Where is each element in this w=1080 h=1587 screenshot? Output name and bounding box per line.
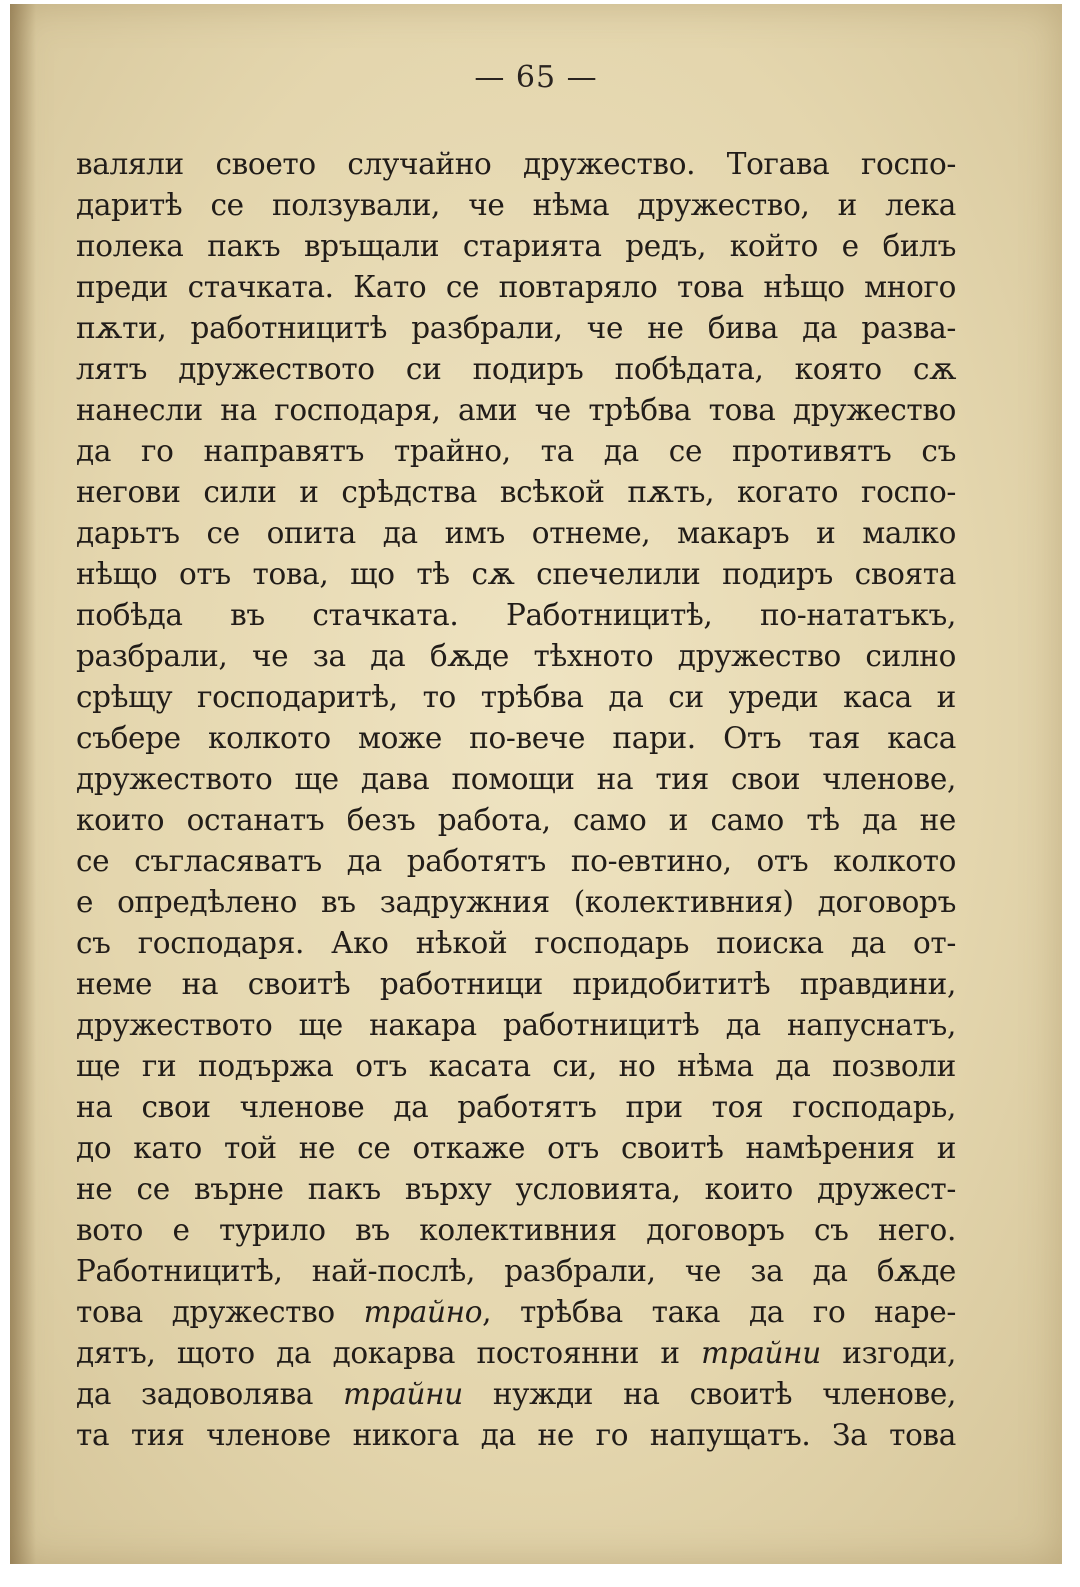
text-line: да го направятъ трайно, та да се противятъ съ (76, 434, 956, 468)
text-line: е опредѣлено въ задружния (колективния) договоръ (76, 885, 956, 919)
text-line: негови сили и срѣдства всѣкой пѫть, когато госпо- (76, 475, 956, 509)
text-segment: , трѣбва така да го наре- (482, 1295, 956, 1329)
text-line: лятъ дружеството си подиръ побѣдата, която сѫ (76, 352, 956, 386)
italic-emphasis: трайни (343, 1377, 463, 1411)
italic-emphasis: трайни (701, 1336, 821, 1370)
italic-emphasis: трайно (363, 1295, 483, 1329)
text-segment: дятъ, щото да докарва постоянни и (76, 1336, 702, 1370)
text-line-with-italic (76, 1333, 956, 1374)
text-line: побѣда въ стачката. Работницитѣ, по-нататъкъ, (76, 598, 956, 632)
text-line-with-italic (76, 1292, 956, 1333)
text-line: ще ги подържа отъ касата си, но нѣма да позволи (76, 1049, 956, 1083)
text-line: дружеството ще дава помощи на тия свои членове, (76, 762, 956, 796)
text-line: се съгласяватъ да работятъ по-евтино, отъ колкото (76, 844, 956, 878)
text-line: Работницитѣ, най-послѣ, разбрали, че за да бѫде (76, 1254, 956, 1288)
text-line: полека пакъ връщали старията редъ, който е билъ (76, 229, 956, 263)
text-segment: нужди на своитѣ членове, (462, 1377, 956, 1411)
text-line: та тия членове никога да не го напущатъ. За това (76, 1418, 956, 1452)
body-text (76, 144, 956, 1456)
text-line: които останатъ безъ работа, само и само тѣ да не (76, 803, 956, 837)
text-line: нѣщо отъ това, що тѣ сѫ спечелили подиръ своята (76, 557, 956, 591)
text-line: съ господаря. Ако нѣкой господарь поиска да от- (76, 926, 956, 960)
text-line: до като той не се откаже отъ своитѣ намѣрения и (76, 1131, 956, 1165)
text-line: дружеството ще накара работницитѣ да напуснатъ, (76, 1008, 956, 1042)
text-line: не се върне пакъ върху условията, които дружест- (76, 1172, 956, 1206)
text-line: нанесли на господаря, ами че трѣбва това дружество (76, 393, 956, 427)
text-line: пѫти, работницитѣ разбрали, че не бива да разва- (76, 311, 956, 345)
text-line: събере колкото може по-вече пари. Отъ тая каса (76, 721, 956, 755)
text-line: срѣщу господаритѣ, то трѣбва да си уреди каса и (76, 680, 956, 714)
text-segment: да задоволява (76, 1377, 344, 1411)
text-segment: изгоди, (820, 1336, 957, 1370)
text-line: преди стачката. Като се повтаряло това нѣщо много (76, 270, 956, 304)
book-page (10, 4, 1062, 1564)
text-segment: това дружество (76, 1295, 364, 1329)
page-spine-shadow (10, 4, 36, 1564)
text-line: на свои членове да работятъ при тоя господарь, (76, 1090, 956, 1124)
page-number: — 65 — (474, 60, 598, 95)
text-line: вото е турило въ колективния договоръ съ него. (76, 1213, 956, 1247)
text-line-with-italic (76, 1374, 956, 1415)
text-line: даритѣ се ползували, че нѣма дружество, и лека (76, 188, 956, 222)
text-line: разбрали, че за да бѫде тѣхното дружество силно (76, 639, 956, 673)
text-line: валяли своето случайно дружество. Тогава госпо- (76, 147, 956, 181)
text-line: дарьтъ се опита да имъ отнеме, макаръ и малко (76, 516, 956, 550)
text-line: неме на своитѣ работници придобититѣ правдини, (76, 967, 956, 1001)
